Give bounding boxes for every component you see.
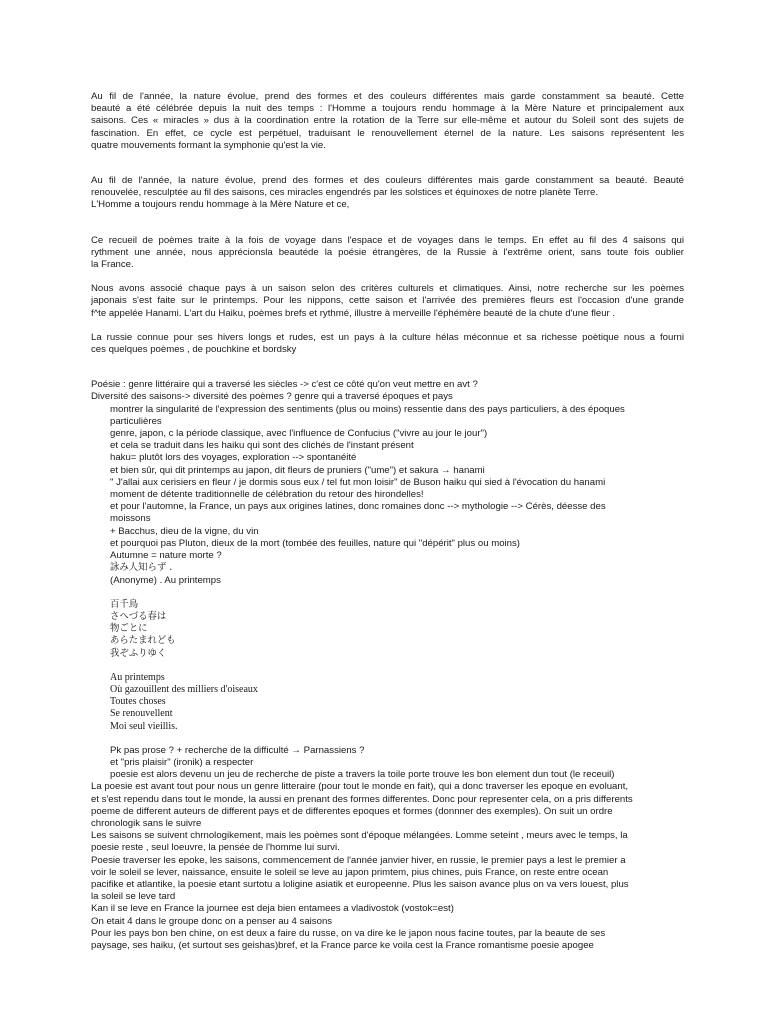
note-line: Kan il se leve en France la journee est deja bien entamees a vladivostok (vostok=est): [91, 903, 454, 915]
note-line: et pourquoi pas Pluton, dieux de la mort (tombée des feuilles, nature qui "dépérit" plus ou moins): [110, 537, 520, 549]
paragraph-recueil: [91, 235, 684, 272]
poem-line: 我ぞふりゆく: [110, 647, 167, 659]
note-line: pacifike et atlantike, la poesie etant surtotu a loligine asiatik et europeenne. Plus les saison avance plus on va vers louest, plus: [91, 878, 629, 890]
text-line: La russie connue pour ses hivers longs et rudes, est un pays à la culture hélas méconnue et sa richesse poètique nous a fourni: [91, 331, 684, 343]
note-line: Diversité des saisons-> diversité des poèmes ? genre qui a traversé époques et pays: [91, 391, 453, 403]
note-line: Poésie : genre littéraire qui a traversé les siècles -> c'est ce côté qu'on veut mettre en avt ?: [91, 379, 478, 391]
note-line: Les saisons se suivent chrnologikement, mais les poèmes sont d'époque mélangées. Lomme seteint , meurs avec le temps, la: [91, 830, 628, 842]
text-line: quatre mouvements formant la symphonie qu'est la vie.: [91, 139, 326, 151]
note-line: et cela se traduit dans les haiku qui sont des clichés de l'instant présent: [110, 440, 414, 452]
note-line: Pk pas prose ? + recherche de la difficulté → Parnassiens ?: [110, 744, 365, 756]
text-line: saisons. Ces « miracles » dus à la coordination entre la rotation de la Terre sur elle-même et autour du Soleil sont des sujets de: [91, 115, 684, 127]
poem-line: Au printemps: [110, 671, 165, 683]
text-line: renouvelée, resculptée au fil des saisons, ces miracles engendrés par les solstices et équinoxes de notre planète Terre.: [91, 187, 598, 199]
note-line: + Bacchus, dieu de la vigne, du vin: [110, 525, 259, 537]
note-line: poesie reste , seul loeuvre, la pensée de l'homme lui survi.: [91, 842, 340, 854]
paragraph-intro-1: [91, 91, 684, 152]
text-line: la France.: [91, 259, 134, 271]
note-line: haku= plutôt lors des voyages, exploration --> spontanéité: [110, 452, 357, 464]
note-line: On etait 4 dans le groupe donc on a penser au 4 saisons: [91, 915, 333, 927]
french-poem: [91, 672, 684, 733]
note-line: et "pris plaisir" (ironik) a respecter: [110, 756, 254, 768]
note-line: moissons: [110, 513, 151, 525]
note-line: voir le soleil se lever, naissance, ensuite le soleil se leve au japon primtem, pius chines, puis France, on reste entre ocean: [91, 866, 609, 878]
note-line: paysage, ses haiku, (et surtout ses geishas)bref, et la France parce ke voila cest la France romantisme poesie apogee: [91, 939, 594, 951]
poem-line: 物ごとに: [110, 623, 148, 635]
note-line: montrer la singularité de l'expression des sentiments (plus ou moins) ressentie dans des pays particuliers, à des époques: [110, 403, 625, 415]
text-line: Nous avons associé chaque pays à un saison selon des critères culturels et climatiques. Ainsi, notre recherche sur les poèmes: [91, 283, 684, 295]
text-line: japonais s'est faite sur le printemps. Pour les nippons, cette saison et l'arrivée des premières fleurs est l'occasion d'une grande: [91, 295, 684, 307]
note-line: Pour les pays bon ben chine, on est deux a faire du russe, on va dire ke le japon nous facine toutes, par la beaute de ses: [91, 927, 606, 939]
text-line: Ce recueil de poèmes traite à la fois de voyage dans l'espace et de voyages dans le temps. En effet au fil des 4 saisons qui: [91, 234, 684, 246]
text-line: f^te appelée Hanami. L'art du Haiku, poèmes brefs et rythmé, illustre à merveille l'éphémère beauté de la chute d'une fleur .: [91, 307, 616, 319]
poem-line: あらたまれども: [110, 635, 176, 647]
japanese-poem: [91, 599, 684, 660]
paragraph-russie: [91, 332, 684, 356]
text-line: ces quelques poèmes , de pouchkine et bordsky: [91, 344, 297, 356]
text-line: Au fil de l'année, la nature évolue, prend des formes et des couleurs différentes mais garde constamment sa beauté. Beauté: [91, 175, 684, 187]
note-line: et bien sûr, qui dit printemps au japon, dit fleurs de pruniers ("ume") et sakura → hanami: [110, 464, 485, 476]
paragraph-saisons: [91, 283, 684, 320]
note-line: et s'est rependu dans tout le monde, la aussi en prenant des formes differentes. Donc pour representer cela, on a pris differents: [91, 793, 633, 805]
text-line: rythment une année, nous apprécionsla beautéde la poésie étrangères, de la Russie à l'extrême orient, sans toute fois oublier: [91, 246, 684, 258]
note-line: chronologik sans le suivre: [91, 817, 202, 829]
closing-paragraph: [91, 781, 684, 952]
note-line: particulières: [110, 415, 162, 427]
note-line: Autumne = nature morte ?: [110, 550, 222, 562]
note-line: poesie est alors devenu un jeu de recherche de piste a travers la toile porte trouve les bon element dun tout (le receuil): [110, 769, 615, 781]
poem-line: Se renouvellent: [110, 708, 173, 720]
note-line: la soleil se leve tard: [91, 891, 176, 903]
paragraph-intro-2: [91, 175, 684, 212]
poem-line: Toutes choses: [110, 696, 166, 708]
poem-line: Où gazouillent des milliers d'oiseaux: [110, 683, 258, 695]
note-line: et pour l'automne, la France, un pays aux origines latines, donc romaines donc --> mythologie --> Cérès, déesse des: [110, 501, 606, 513]
text-line: Au fil de l'année, la nature évolue, prend des formes et des couleurs différentes mais garde constamment sa beauté. Cette: [91, 91, 684, 102]
text-line: beauté a été célébrée depuis la nuit des temps : l'Homme a toujours rendu hommage à la Mère Nature et principalement aux: [91, 103, 684, 115]
poem-line: Moi seul vieillis.: [110, 720, 178, 732]
poem-line: さへづる春は: [110, 610, 167, 622]
note-line: poeme de different auteurs de different pays et de differentes epoques et formes (donnner des exemples). On suit un ordre: [91, 805, 613, 817]
note-line: Poesie traverser les epoke, les saisons, commencement de l'année janvier hiver, en russie, le premier pays a lest le premier a: [91, 854, 626, 866]
poem-line: 百千鳥: [110, 598, 139, 610]
note-line: genre, japon, c la période classique, avec l'influence de Confucius ("vivre au jour le jour"): [110, 428, 488, 440]
note-line: 詠み人知らず .: [110, 562, 173, 574]
note-line: " J'allai aux cerisiers en fleur / je dormis sous eux / tel fut mon loisir" de Buson haiku qui sied à l'évocation du hanami: [110, 476, 606, 488]
note-line: (Anonyme) . Au printemps: [110, 574, 221, 586]
text-line: fascination. En effet, ce cycle est perpétuel, traduisant le renouvellement éternel de la nature. Les saisons représentent les: [91, 127, 684, 139]
document-page: [91, 91, 684, 952]
text-line: L'Homme a toujours rendu hommage à la Mère Nature et ce,: [91, 199, 350, 211]
notes-section: [91, 379, 684, 952]
note-line: moment de détente traditionnelle de célébration du retour des hirondelles!: [110, 489, 424, 501]
note-line: La poesie est avant tout pour nous un genre litteraire (pour tout le monde en fait), qui a donc traverser les epoque en evoluant,: [91, 781, 629, 793]
